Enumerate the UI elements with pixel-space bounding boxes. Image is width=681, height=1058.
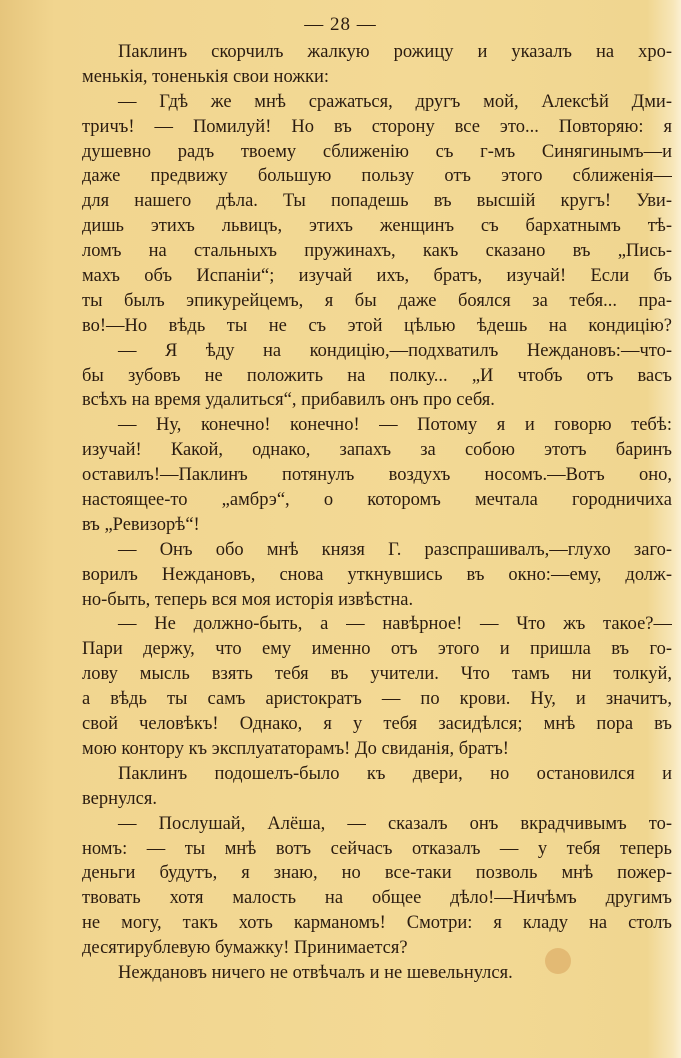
text-line: изучай! Какой, однако, запахъ за собою этотъ баринъ [82, 440, 672, 461]
text-line: для нашего дѣла. Ты попадешь въ высшій кругъ! Уви- [82, 191, 672, 212]
text-line: всѣхъ на время удалиться“, прибавилъ онъ про себя. [82, 390, 495, 411]
text-line: — Послушай, Алёша, — сказалъ онъ вкрадчивымъ то- [118, 813, 672, 834]
text-line: ломъ на стальныхъ пружинахъ, какъ сказано въ „Пись- [82, 241, 672, 262]
text-line: настоящее-то „амбрэ“, о которомъ мечтала городничиха [82, 490, 672, 511]
text-line: тричъ! — Помилуй! Но въ сторону все это... Повторяю: я [82, 116, 672, 137]
text-line: Пари держу, что ему именно отъ этого и пришла въ го- [82, 639, 672, 660]
text-line: менькія, тоненькія свои ножки: [82, 66, 330, 87]
text-line: свой человѣкъ! Однако, я у тебя засидѣлся; мнѣ пора въ [82, 714, 672, 735]
text-line: оставилъ!—Паклинъ потянулъ воздухъ носомъ.—Вотъ оно, [82, 465, 672, 486]
text-line: въ „Ревизорѣ“! [82, 514, 200, 535]
text-line: деньги будутъ, я знаю, но все-таки позволь мнѣ пожер- [82, 863, 672, 884]
text-line: — Онъ обо мнѣ князя Г. разспрашивалъ,—глухо заго- [118, 539, 672, 560]
text-line: номъ: — ты мнѣ вотъ сейчасъ отказалъ — у тебя теперь [82, 838, 672, 859]
text-line: ворилъ Неждановъ, снова уткнувшись въ окно:—ему, долж- [82, 564, 672, 585]
text-line: Паклинъ подошелъ-было къ двери, но остановился и [118, 763, 672, 784]
text-line: — Ну, конечно! конечно! — Потому я и говорю тебѣ: [118, 415, 672, 436]
text-line: но-быть, теперь вся моя исторія извѣстна. [82, 589, 414, 610]
body-text [82, 40, 672, 986]
text-line: бы зубовъ не положить на полку... „И чтобъ отъ васъ [82, 365, 672, 386]
text-line: вернулся. [82, 788, 158, 809]
text-line: лову мысль взять тебя въ учители. Что тамъ ни толкуй, [82, 664, 672, 685]
text-line: а вѣдь ты самъ аристократъ — по крови. Ну, и значитъ, [82, 689, 672, 710]
text-line: Неждановъ ничего не отвѣчалъ и не шевельнулся. [118, 962, 513, 983]
text-line: во!—Но вѣдь ты не съ этой цѣлью ѣдешь на кондицію? [82, 315, 672, 336]
text-line: — Я ѣду на кондицію,—подхватилъ Неждановъ:—что- [118, 340, 672, 361]
text-line: — Не должно-быть, а — навѣрное! — Что жъ такое?— [118, 614, 672, 635]
text-line: махъ объ Испаніи“; изучай ихъ, братъ, изучай! Если бъ [82, 266, 672, 287]
text-line: не могу, такъ хоть карманомъ! Смотри: я кладу на столъ [82, 913, 672, 934]
text-line: — Гдѣ же мнѣ сражаться, другъ мой, Алексѣй Дми- [118, 91, 672, 112]
text-line: дишь этихъ львицъ, этихъ женщинъ съ бархатнымъ тѣ- [82, 216, 672, 237]
text-line: десятирублевую бумажку! Принимается? [82, 938, 408, 959]
text-line: твовать хотя малость на общее дѣло!—Ничѣмъ другимъ [82, 888, 672, 909]
text-line: даже предвижу большую пользу отъ этого сближенія— [82, 166, 672, 187]
text-line: мою контору къ эксплуататорамъ! До свиданія, братъ! [82, 738, 509, 759]
text-line: душевно радъ твоему сближенію съ г-мъ Синягинымъ—и [82, 141, 672, 162]
page-number: — 28 — [304, 14, 377, 35]
text-line: Паклинъ скорчилъ жалкую рожицу и указалъ на хро- [118, 42, 672, 62]
text-line: ты былъ эпикурейцемъ, я бы даже боялся за тебя... пра- [82, 290, 672, 311]
